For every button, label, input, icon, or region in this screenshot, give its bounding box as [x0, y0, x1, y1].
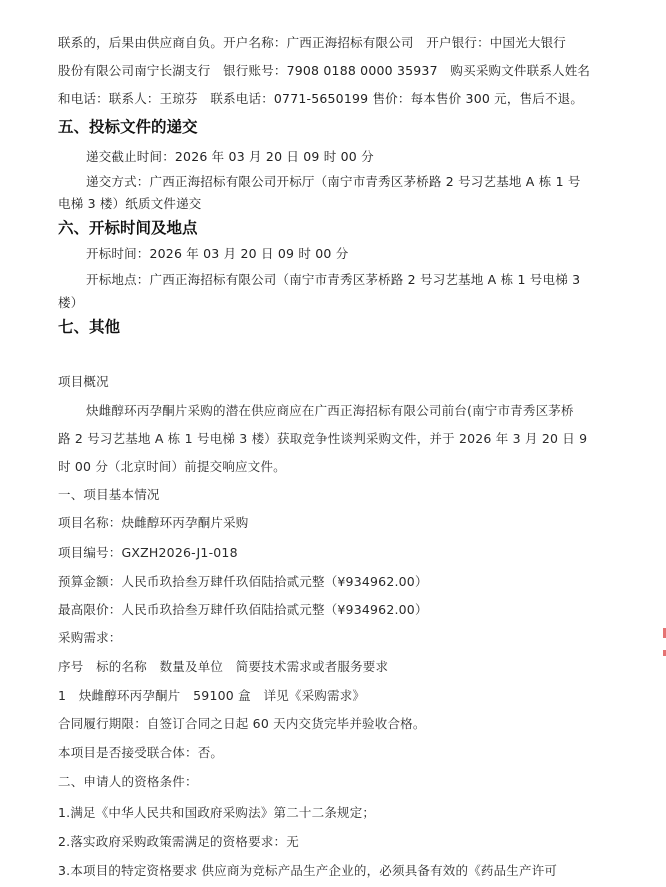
max-price: 最高限价：人民币玖拾叁万肆仟玖佰陆拾贰元整（¥934962.00） — [58, 602, 428, 617]
contract-period: 合同履行期限：自签订合同之日起 60 天内交货完毕并验收合格。 — [58, 716, 426, 731]
opening-place-cont: 楼） — [58, 295, 84, 310]
demand-title: 采购需求： — [58, 630, 122, 645]
paragraph-line: 和电话：联系人：王琼芬 联系电话：0771-5650199 售价：每本售价 300 元，售后不退。 — [58, 91, 584, 106]
overview-line: 炔雌醇环丙孕酮片采购的潜在供应商应在广西正海招标有限公司前台(南宁市青秀区茅桥 — [86, 403, 574, 418]
basic-info-heading: 一、项目基本情况 — [58, 487, 160, 502]
consortium-note: 本项目是否接受联合体：否。 — [58, 745, 224, 760]
overview-line: 时 00 分（北京时间）前提交响应文件。 — [58, 459, 286, 474]
opening-place: 开标地点：广西正海招标有限公司（南宁市青秀区茅桥路 2 号习艺基地 A 栋 1 号电梯 3 — [86, 272, 581, 287]
section-heading-7: 七、其他 — [58, 318, 121, 336]
opening-time: 开标时间：2026 年 03 月 20 日 09 时 00 分 — [86, 246, 349, 261]
paragraph-line: 联系的，后果由供应商自负。开户名称：广西正海招标有限公司 开户银行：中国光大银行 — [58, 35, 567, 50]
submission-deadline: 递交截止时间：2026 年 03 月 20 日 09 时 00 分 — [86, 149, 374, 164]
demand-table-row: 1 炔雌醇环丙孕酮片 59100 盒 详见《采购需求》 — [58, 688, 366, 703]
qualification-item: 1.满足《中华人民共和国政府采购法》第二十二条规定； — [58, 805, 376, 820]
section-heading-5: 五、投标文件的递交 — [58, 118, 198, 136]
budget-amount: 预算金额：人民币玖拾叁万肆仟玖佰陆拾贰元整（¥934962.00） — [58, 574, 428, 589]
demand-table-header: 序号 标的名称 数量及单位 简要技术需求或者服务要求 — [58, 659, 389, 674]
qualification-item: 2.落实政府采购政策需满足的资格要求：无 — [58, 834, 299, 849]
project-name: 项目名称：炔雌醇环丙孕酮片采购 — [58, 515, 249, 530]
section-heading-6: 六、开标时间及地点 — [58, 219, 198, 237]
submission-method-cont: 电梯 3 楼）纸质文件递交 — [58, 196, 202, 211]
qualification-item: 3.本项目的特定资格要求 供应商为竞标产品生产企业的，必须具备有效的《药品生产许可 — [58, 863, 558, 878]
submission-method: 递交方式：广西正海招标有限公司开标厅（南宁市青秀区茅桥路 2 号习艺基地 A 栋 1 号 — [86, 174, 581, 189]
qualification-heading: 二、申请人的资格条件： — [58, 774, 198, 789]
overview-title: 项目概况 — [58, 374, 109, 389]
project-code: 项目编号：GXZH2026-J1-018 — [58, 545, 238, 560]
paragraph-line: 股份有限公司南宁长湖支行 银行账号：7908 0188 0000 35937 购买采购文件联系人姓名 — [58, 63, 591, 78]
overview-line: 路 2 号习艺基地 A 栋 1 号电梯 3 楼）获取竞争性谈判采购文件，并于 2026 年 3 月 20 日 9 — [58, 431, 588, 446]
